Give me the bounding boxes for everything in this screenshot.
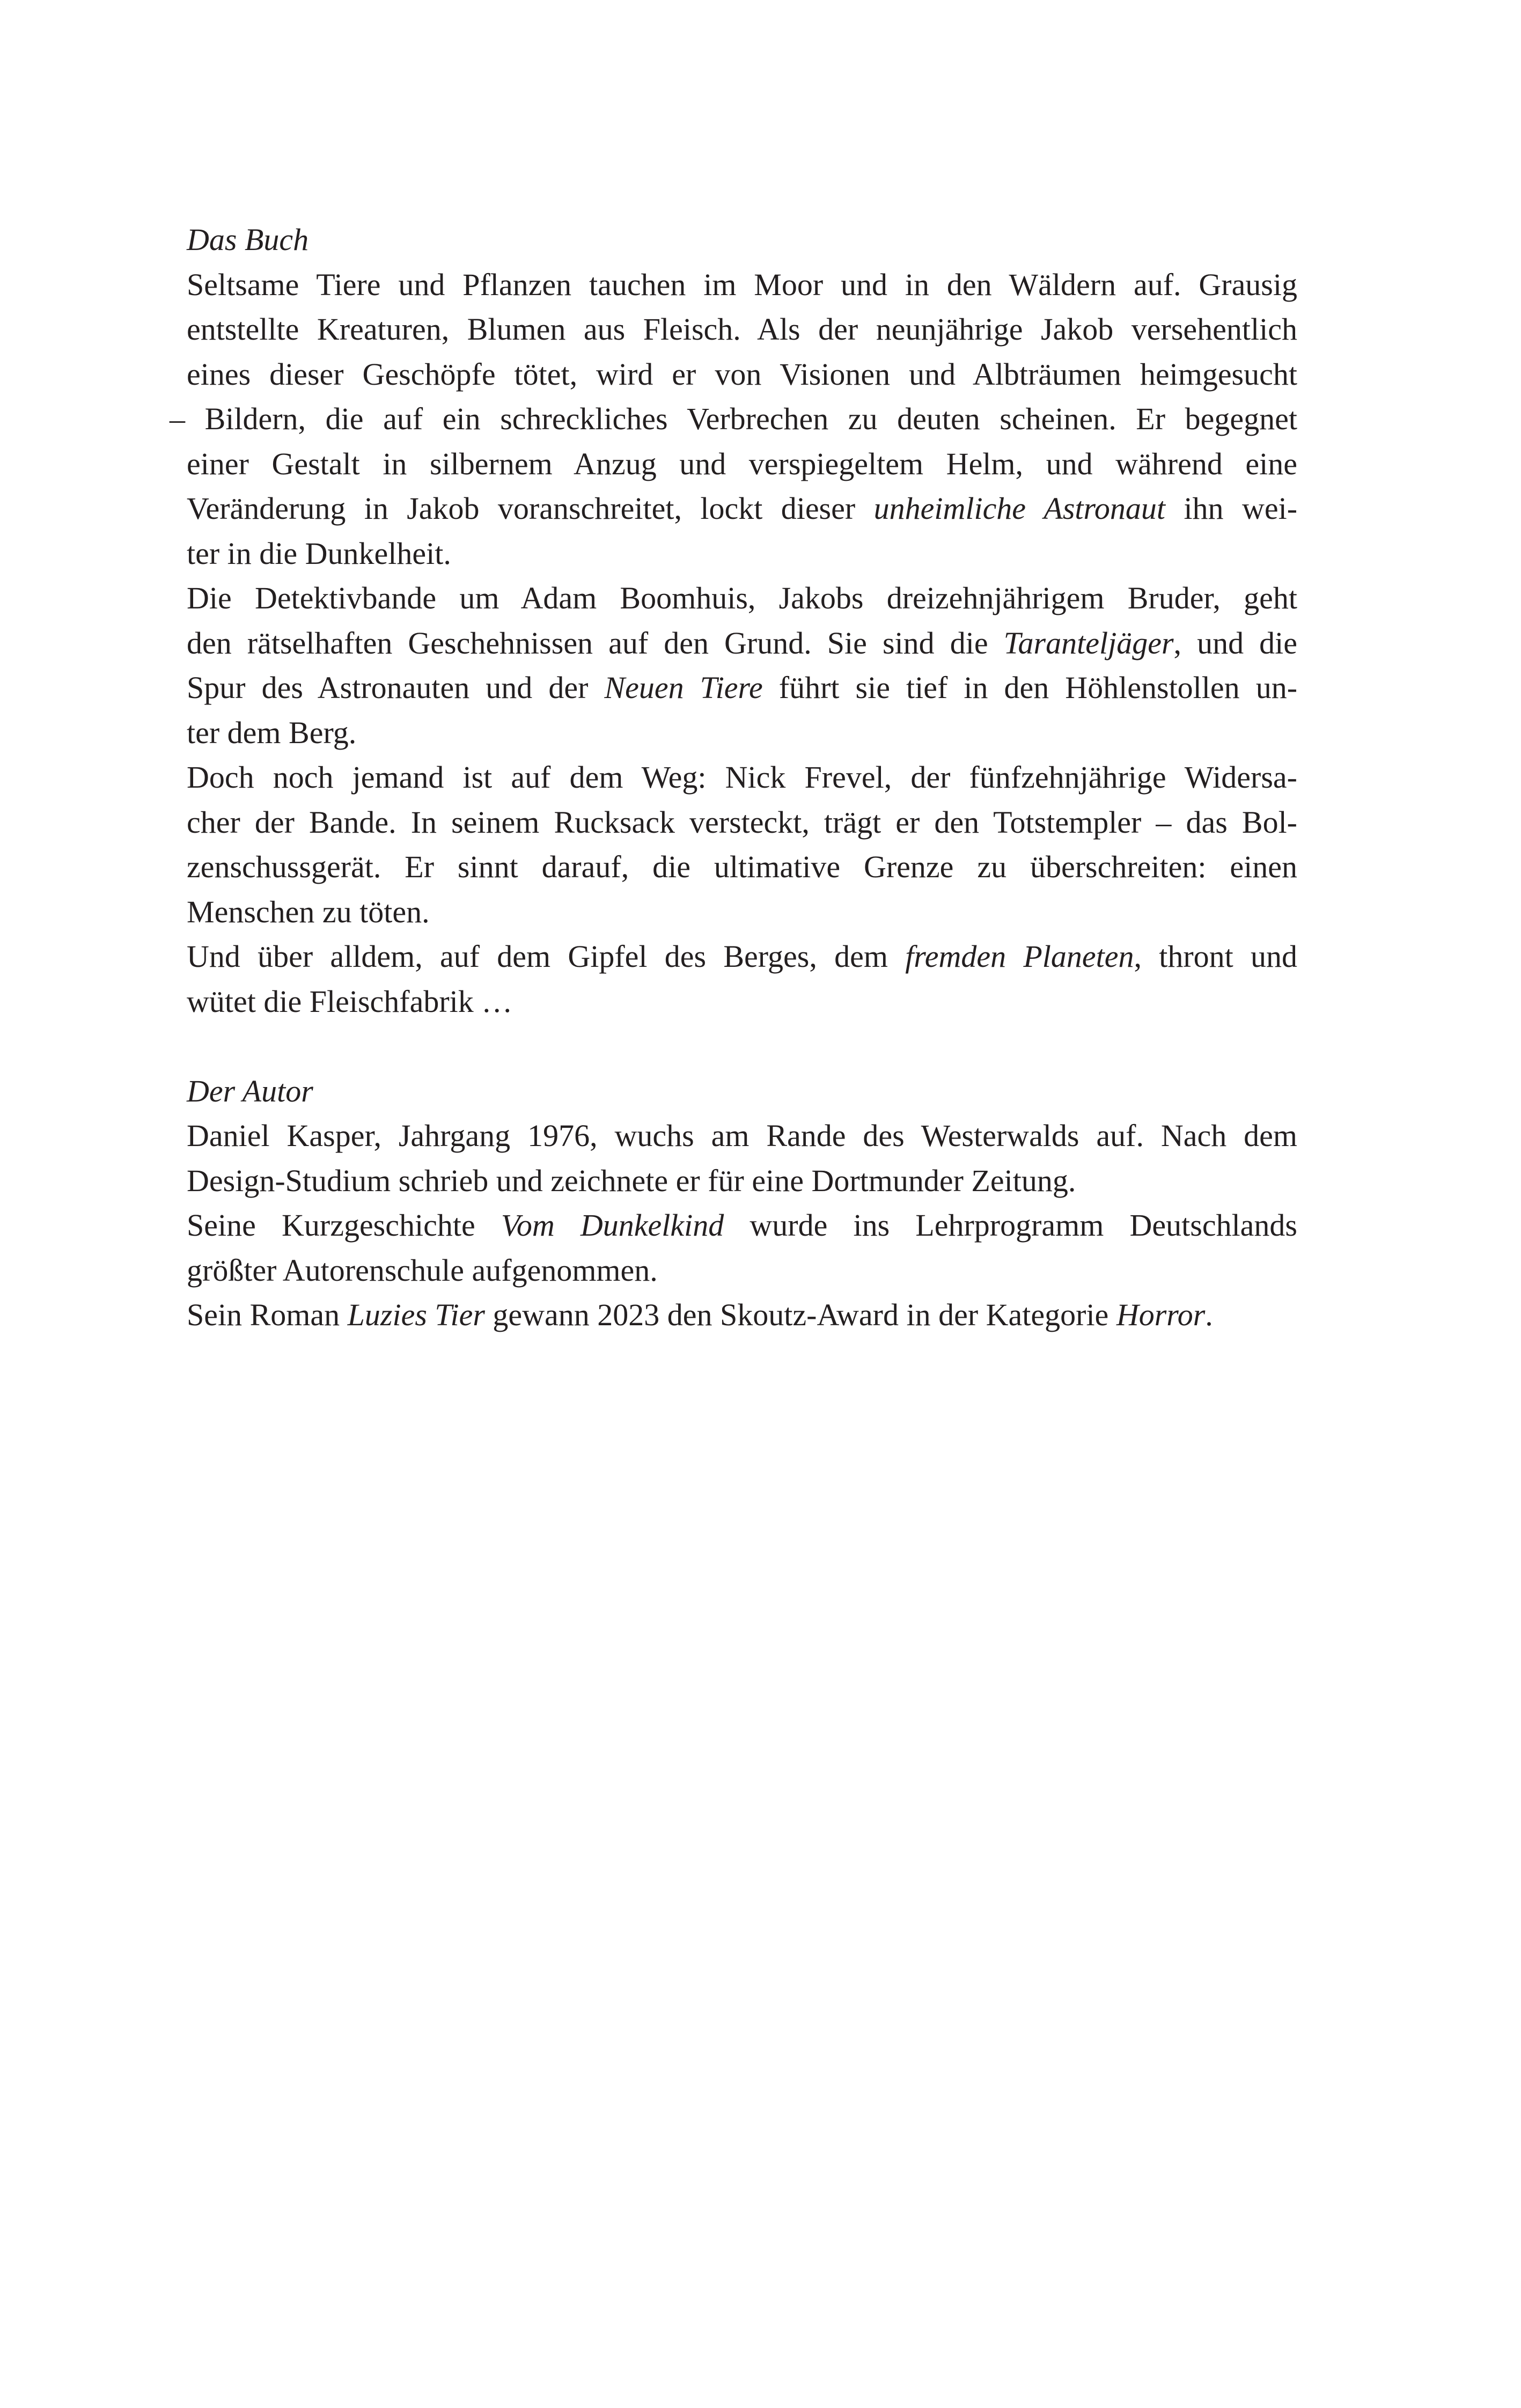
text-line: wütet die Fleischfabrik … [187,983,513,1019]
book-heading: Das Buch [187,222,309,257]
text-line: Menschen zu töten. [187,894,430,929]
text-run: , thront und [1134,939,1298,974]
book-paragraph-2 [187,576,1297,755]
text-run: Seine Kurzgeschichte [187,1208,501,1243]
text-run: wurde ins Lehrprogramm Deutschlands [724,1208,1297,1243]
text-line [187,1293,1297,1338]
text-line: – Bildern, die auf ein schreckliches Verbrechen zu deuten scheinen. Er begegnet [170,401,1297,436]
author-paragraph-1 [187,1113,1297,1203]
text-run: Und über alldem, auf dem Gipfel des Berges, dem [187,939,906,974]
text-line [187,621,1297,666]
text-run: führt sie tief in den Höhlenstollen un- [762,670,1298,705]
author-section [187,1069,1297,1338]
text-line: Doch noch jemand ist auf dem Weg: Nick Frevel, der fünfzehnjährige Widersa- [187,760,1297,795]
text-run: , und die [1173,625,1298,660]
text-line: Design-Studium schrieb und zeichnete er für eine Dortmunder Zeitung. [187,1163,1076,1198]
author-heading: Der Autor [187,1073,313,1108]
italic-phrase: unheimliche Astronaut [873,491,1166,526]
text-line: Daniel Kasper, Jahrgang 1976, wuchs am Rande des Westerwalds auf. Nach dem [187,1118,1297,1153]
italic-phrase: Taranteljäger [1003,625,1174,660]
text-run: Spur des Astronauten und der [187,670,605,705]
text-line [187,934,1297,979]
italic-phrase: Vom Dunkelkind [501,1208,724,1243]
text-run: den rätselhaften Geschehnissen auf den Grund. Sie sind die [187,625,1004,660]
text-line: eines dieser Geschöpfe tötet, wird er von Visionen und Albträumen heimgesucht [187,356,1297,392]
text-line [187,1203,1297,1248]
book-paragraph-4 [187,934,1297,1024]
text-line: entstellte Kreaturen, Blumen aus Fleisch. Als der neunjährige Jakob versehentlich [187,312,1297,347]
italic-phrase: fremden Planeten [905,939,1134,974]
book-page [170,217,1298,1338]
text-run: . [1205,1297,1213,1332]
text-run: Sein Roman [187,1297,348,1332]
book-paragraph-1 [170,262,1298,576]
text-run: Veränderung in Jakob voranschreitet, lockt dieser [187,491,874,526]
text-line: cher der Bande. In seinem Rucksack versteckt, trägt er den Totstempler – das Bol- [187,804,1297,840]
italic-phrase: Neuen Tiere [604,670,763,705]
text-line: zenschussgerät. Er sinnt darauf, die ultimative Grenze zu überschreiten: einen [187,849,1297,884]
author-paragraph-3 [187,1293,1297,1338]
text-run: ihn wei- [1165,491,1298,526]
text-line: Die Detektivbande um Adam Boomhuis, Jakobs dreizehnjährigem Bruder, geht [187,581,1297,615]
text-line: größter Autorenschule aufgenommen. [187,1252,658,1288]
text-line: einer Gestalt in silbernem Anzug und verspiegeltem Helm, und während eine [187,446,1297,481]
text-line: ter dem Berg. [187,715,357,750]
text-line [187,665,1297,710]
text-line [187,486,1297,531]
text-line: ter in die Dunkelheit. [187,535,451,571]
italic-phrase: Horror [1116,1297,1206,1332]
text-line: Seltsame Tiere und Pflanzen tauchen im Moor und in den Wäldern auf. Grausig [187,267,1297,302]
italic-phrase: Luzies Tier [347,1297,485,1332]
book-paragraph-3 [187,755,1297,934]
book-section [170,217,1298,1024]
text-run: gewann 2023 den Skoutz-Award in der Kategorie [484,1297,1116,1332]
author-paragraph-2 [187,1203,1297,1293]
